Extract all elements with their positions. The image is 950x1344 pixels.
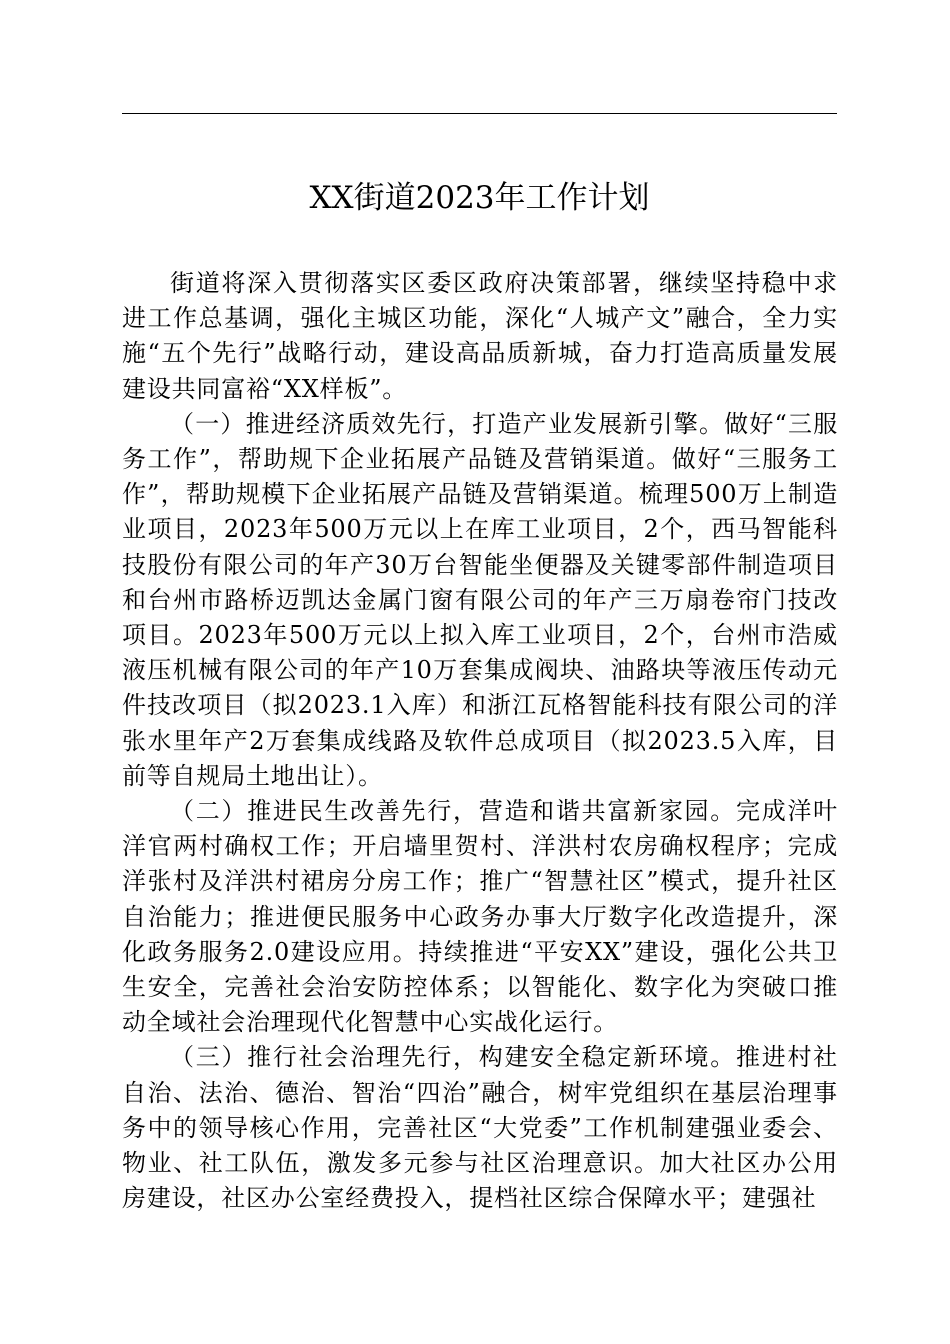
- document-body: [122, 266, 838, 1216]
- section-3-paragraph: （三）推行社会治理先行，构建安全稳定新环境。推进村社自治、法治、德治、智治“四治”融合，树牢党组织在基层治理事务中的领导核心作用，完善社区“大党委”工作机制建强业委会、物业、社工队伍，激发多元参与社区治理意识。加大社区办公用房建设，社区办公室经费投入，提档社区综合保障水平；建强社: [122, 1043, 838, 1213]
- section-1-paragraph: （一）推进经济质效先行，打造产业发展新引擎。做好“三服务工作”，帮助规下企业拓展产品链及营销渠道。做好“三服务工作”，帮助规模下企业拓展产品链及营销渠道。梳理500万上制造业项目，2023年500万元以上在库工业项目，2个，西马智能科技股份有限公司的年产30万台智能坐便器及关键零部件制造项目和台州市路桥迈凯达金属门窗有限公司的年产三万扇卷帘门技改项目。2023年500万元以上拟入库工业项目，2个，台州市浩威液压机械有限公司的年产10万套集成阀块、油路块等液压传动元件技改项目（拟2023.1入库）和浙江瓦格智能科技有限公司的洋张水里年产2万套集成线路及软件总成项目（拟2023.5入库，目前等自规局土地出让）。: [122, 409, 838, 790]
- header-rule: [122, 113, 837, 114]
- section-2-paragraph: （二）推进民生改善先行，营造和谐共富新家园。完成洋叶洋官两村确权工作；开启墙里贺村、洋洪村农房确权程序；完成洋张村及洋洪村裙房分房工作；推广“智慧社区”模式，提升社区自治能力；推进便民服务中心政务办事大厅数字化改造提升，深化政务服务2.0建设应用。持续推进“平安XX”建设，强化公共卫生安全，完善社会治安防控体系；以智能化、数字化为突破口推动全域社会治理现代化智慧中心实战化运行。: [122, 797, 838, 1037]
- intro-paragraph: 街道将深入贯彻落实区委区政府决策部署，继续坚持稳中求进工作总基调，强化主城区功能，深化“人城产文”融合，全力实施“五个先行”战略行动，建设高品质新城，奋力打造高质量发展建设共同富裕“XX样板”。: [122, 269, 838, 403]
- document-title: XX街道2023年工作计划: [309, 180, 650, 216]
